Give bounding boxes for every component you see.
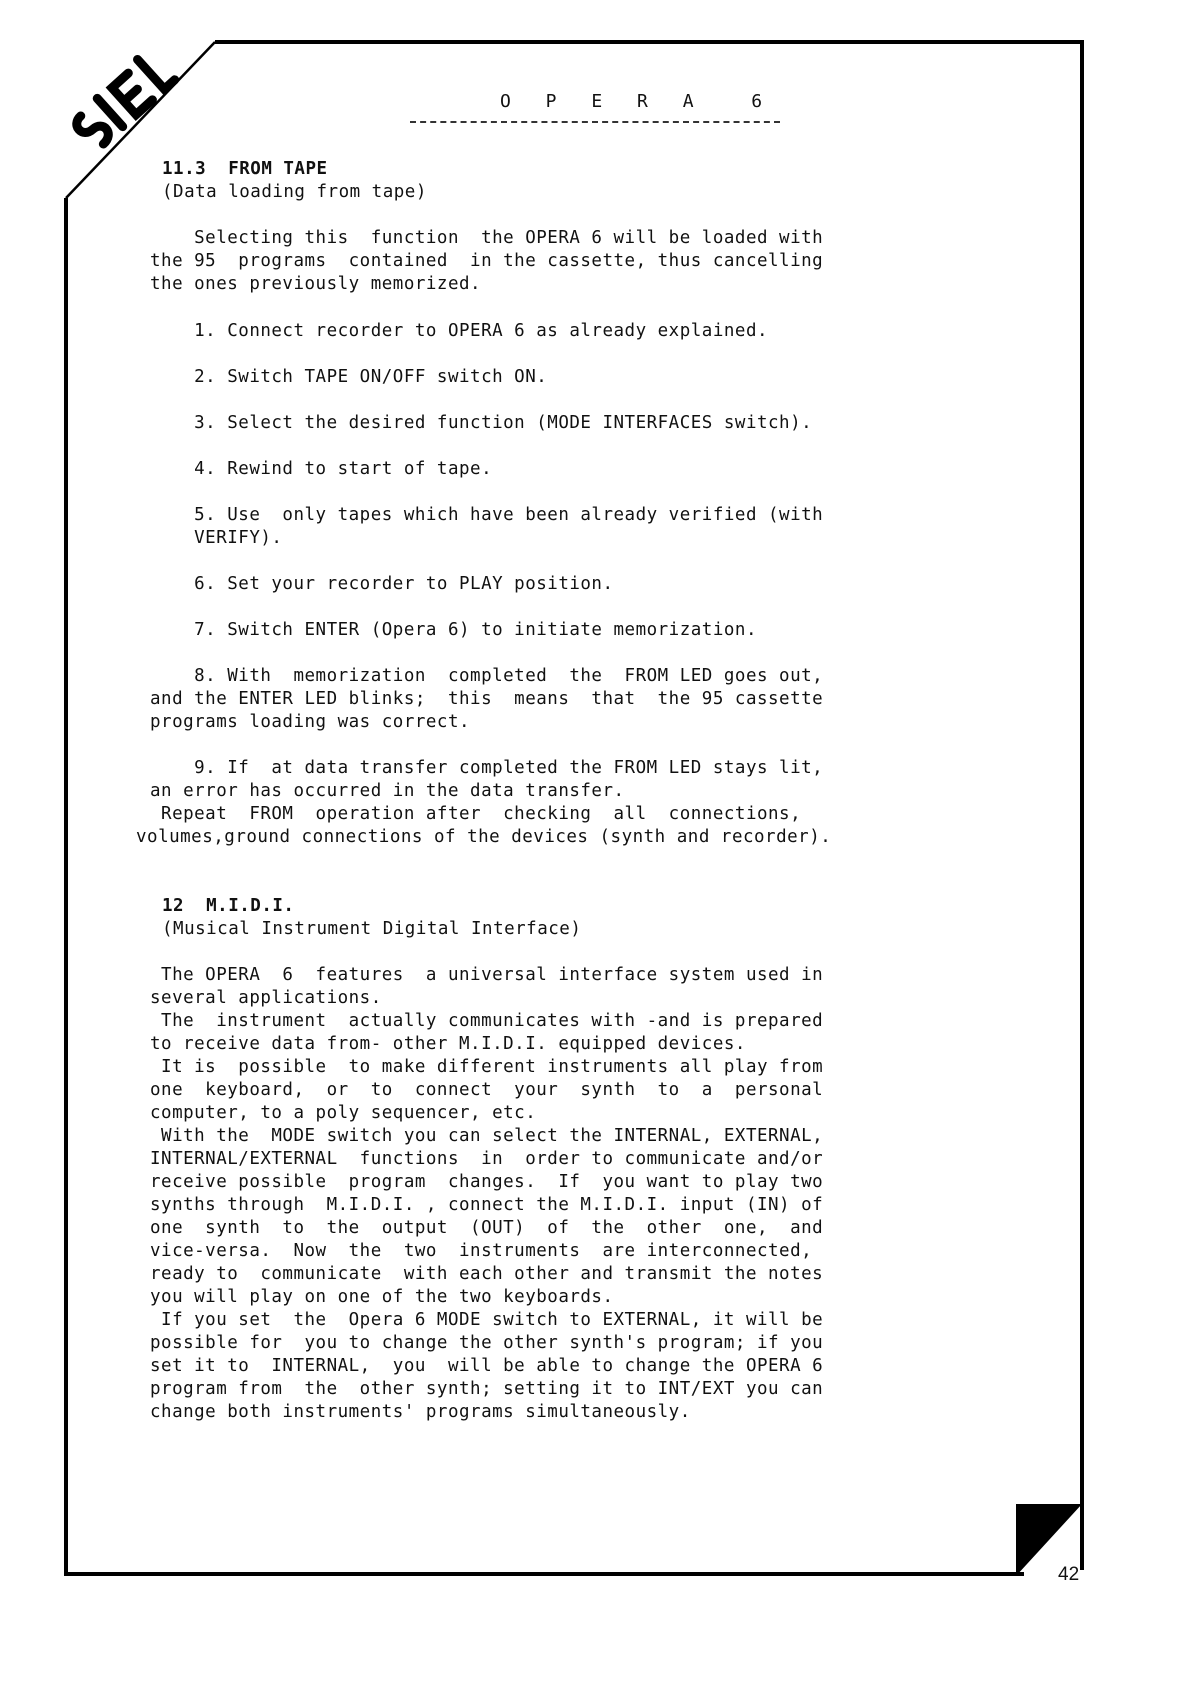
midi-body-line: With the MODE switch you can select the INTERNAL, EXTERNAL, [150, 1126, 824, 1146]
step-item: 2. Switch TAPE ON/OFF switch ON. [150, 367, 548, 387]
page-number: 42 [1058, 1564, 1080, 1585]
intro-line: the 95 programs contained in the cassette, thus cancelling [150, 251, 824, 271]
midi-body-line: computer, to a poly sequencer, etc. [150, 1103, 537, 1123]
step-item: Repeat FROM operation after checking all connections, [150, 804, 802, 824]
step-item: VERIFY). [150, 528, 283, 548]
section-heading-from-tape: 11.3 FROM TAPE [162, 159, 328, 179]
midi-body-line: The OPERA 6 features a universal interface system used in [150, 965, 824, 985]
step-item: 8. With memorization completed the FROM LED goes out, [150, 666, 824, 686]
midi-body-line: The instrument actually communicates with -and is prepared [150, 1011, 824, 1031]
midi-body-line: ready to communicate with each other and transmit the notes [150, 1264, 824, 1284]
intro-line: the ones previously memorized. [150, 274, 482, 294]
section-subheading-midi: (Musical Instrument Digital Interface) [162, 919, 582, 939]
step-item: and the ENTER LED blinks; this means that the 95 cassette [150, 689, 824, 709]
midi-body-line: INTERNAL/EXTERNAL functions in order to communicate and/or [150, 1149, 824, 1169]
section-subheading-from-tape: (Data loading from tape) [162, 182, 427, 202]
intro-line: Selecting this function the OPERA 6 will be loaded with [150, 228, 824, 248]
step-item: programs loading was correct. [150, 712, 471, 732]
midi-body-line: synths through M.I.D.I. , connect the M.I.D.I. input (IN) of [150, 1195, 824, 1215]
midi-body-line: you will play on one of the two keyboards. [150, 1287, 614, 1307]
step-item: 9. If at data transfer completed the FROM LED stays lit, [150, 758, 824, 778]
step-item: 4. Rewind to start of tape. [150, 459, 493, 479]
step-item: 7. Switch ENTER (Opera 6) to initiate memorization. [150, 620, 757, 640]
step-item: 3. Select the desired function (MODE INTERFACES switch). [150, 413, 813, 433]
midi-body-line: It is possible to make different instruments all play from [150, 1057, 824, 1077]
midi-body-line: one keyboard, or to connect your synth to a personal [150, 1080, 824, 1100]
midi-body-line: to receive data from- other M.I.D.I. equipped devices. [150, 1034, 746, 1054]
siel-logo [62, 44, 182, 154]
step-item: 1. Connect recorder to OPERA 6 as already explained. [150, 321, 769, 341]
midi-body-line: change both instruments' programs simultaneously. [150, 1402, 691, 1422]
header-underline [410, 121, 780, 123]
midi-body-line: vice-versa. Now the two instruments are interconnected, [150, 1241, 813, 1261]
section-heading-midi: 12 M.I.D.I. [162, 896, 295, 916]
step-item: volumes,ground connections of the devices (synth and recorder). [136, 827, 832, 847]
page-header-title: O P E R A 6 [500, 91, 775, 112]
midi-body-line: possible for you to change the other synth's program; if you [150, 1333, 824, 1353]
step-item: 5. Use only tapes which have been already verified (with [150, 505, 824, 525]
midi-body-line: several applications. [150, 988, 382, 1008]
step-item: an error has occurred in the data transfer. [150, 781, 625, 801]
step-item: 6. Set your recorder to PLAY position. [150, 574, 614, 594]
midi-body-line: If you set the Opera 6 MODE switch to EXTERNAL, it will be [150, 1310, 824, 1330]
midi-body-line: one synth to the output (OUT) of the other one, and [150, 1218, 824, 1238]
midi-body-line: receive possible program changes. If you want to play two [150, 1172, 824, 1192]
midi-body-line: program from the other synth; setting it to INT/EXT you can [150, 1379, 824, 1399]
midi-body-line: set it to INTERNAL, you will be able to change the OPERA 6 [150, 1356, 824, 1376]
